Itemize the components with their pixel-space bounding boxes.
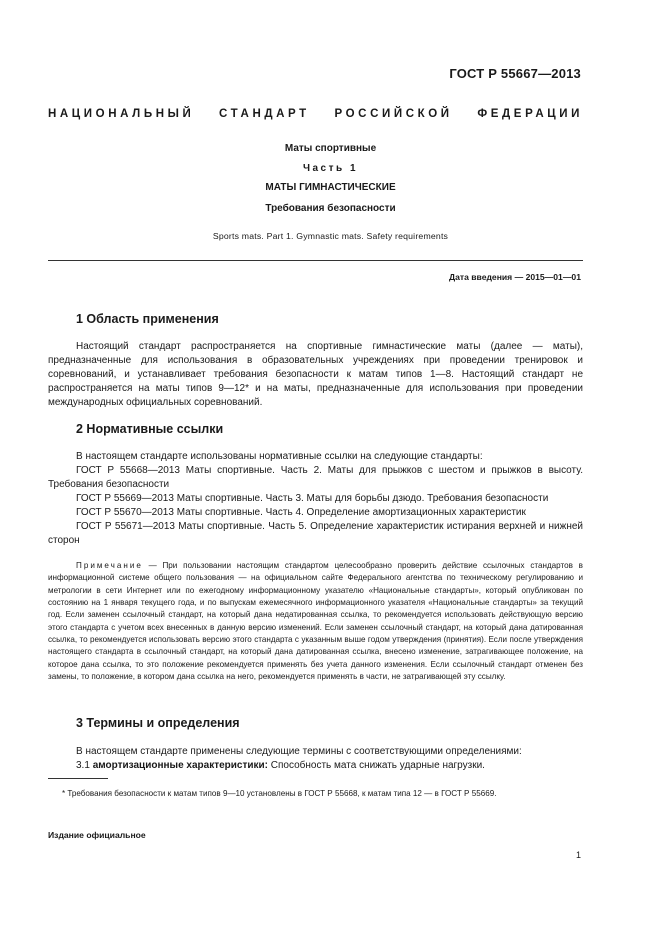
national-standard-banner: [48, 108, 583, 120]
title-english: Sports mats. Part 1. Gymnastic mats. Safety requirements: [212, 231, 449, 241]
section-1-text: [48, 340, 583, 410]
title-requirements: Требования безопасности: [265, 203, 396, 214]
references-intro: В настоящем стандарте использованы нормативные ссылки на следующие стандарты:: [76, 451, 483, 462]
footnote-separator: [48, 778, 108, 779]
reference-item: ГОСТ Р 55669—2013 Маты спортивные. Часть 3. Маты для борьбы дзюдо. Требования безопасности: [76, 493, 549, 504]
title-subject: МАТЫ ГИМНАСТИЧЕСКИЕ: [265, 182, 396, 193]
title-main: Маты спортивные: [284, 143, 377, 154]
banner-word: РОССИЙСКОЙ: [334, 108, 453, 120]
banner-word: ФЕДЕРАЦИИ: [477, 108, 583, 120]
section-1-heading: 1 Область применения: [76, 312, 219, 326]
terms-intro: В настоящем стандарте применены следующие термины с соответствующими определениями:: [76, 746, 522, 757]
title-part: Часть 1: [302, 163, 359, 174]
section-2-text: [48, 450, 583, 548]
note-text: — При пользовании настоящим стандартом целесообразно проверить действие ссылочных стандартов в информационной системе общего пользования — на официальном сайте Федерального агентства по техническому регулированию и метрологии в сети Интернет или по ежегодному информационному указателю «Национальные стандарты», который опубликован по состоянию на 1 января текущего года, и по выпускам ежемесячного информационного указателя «Национальные стандарты» за текущий год. Если заменен ссылочный стандарт, на который дана недатированная ссылка, то рекомендуется использовать действующую версию этого стандарта с учетом всех внесенных в данную версию изменений. Если заменен ссылочный стандарт, на который дана датированная ссылка, то рекомендуется использовать версию этого стандарта с указанным выше годом утверждения (принятия). Если после утверждения настоящего стандарта в ссылочный стандарт, на который дана датированная ссылка, внесено изменение, затрагивающее положение, на которое дана ссылка, то это положение рекомендуется применять без учета данного изменения. Если ссылочный стандарт отменен без замены, то положение, в котором дана ссылка на него, рекомендуется применять в части, не затрагивающей эту ссылку.: [48, 561, 583, 682]
footnote-text: * Требования безопасности к матам типов 9—10 установлены в ГОСТ Р 55668, к матам типа 12 — в ГОСТ Р 55669.: [62, 789, 497, 798]
references-note: [48, 560, 583, 683]
term-number: 3.1: [76, 760, 93, 771]
term-entry: [48, 759, 583, 773]
reference-item: ГОСТ Р 55668—2013 Маты спортивные. Часть 2. Маты для прыжков с шестом и прыжков в высоту. Требования безопасности: [48, 465, 583, 490]
edition-label: Издание официальное: [48, 830, 146, 840]
section-3-text: [48, 745, 583, 773]
reference-item: ГОСТ Р 55671—2013 Маты спортивные. Часть 5. Определение характеристик истирания верхней и нижней сторон: [48, 521, 583, 546]
section-2-heading: 2 Нормативные ссылки: [76, 422, 224, 436]
term-definition: Способность мата снижать ударные нагрузки.: [268, 760, 485, 771]
banner-word: СТАНДАРТ: [219, 108, 310, 120]
section-3-heading: 3 Термины и определения: [76, 716, 240, 730]
page-number: 1: [575, 850, 581, 860]
term-name: амортизационные характеристики:: [92, 760, 269, 771]
footnote: [48, 787, 583, 800]
reference-item: ГОСТ Р 55670—2013 Маты спортивные. Часть 4. Определение амортизационных характеристик: [76, 507, 526, 518]
introduction-date: Дата введения — 2015—01—01: [448, 272, 581, 282]
divider-line: [48, 260, 583, 261]
document-number: ГОСТ Р 55667—2013: [449, 66, 581, 81]
banner-word: НАЦИОНАЛЬНЫЙ: [48, 108, 195, 120]
scope-paragraph: Настоящий стандарт распространяется на спортивные гимнастические маты (далее — маты), предназначенные для использования в образовательных учреждениях при проведении тренировок и соревнований, и устанавливает требования безопасности к матам типов 1—8. Настоящий стандарт не распространяется на маты типов 9—12* и на маты, предназначенные для использования при проведении международных официальных соревнований.: [48, 341, 583, 408]
note-label: Примечание: [76, 561, 143, 570]
